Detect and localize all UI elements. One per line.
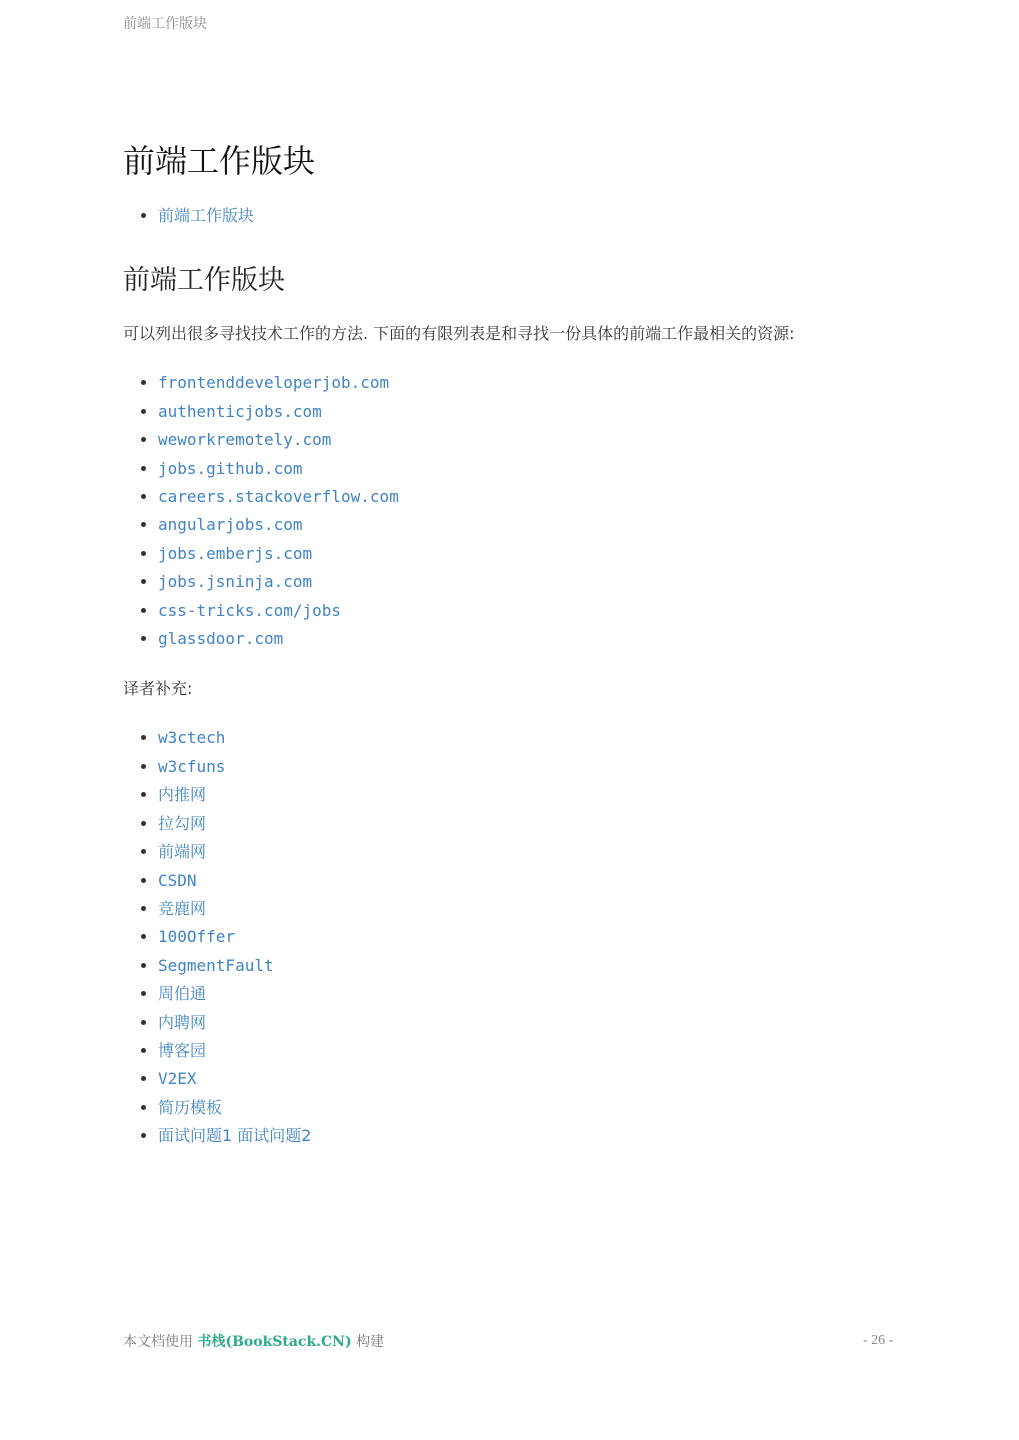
intro-paragraph: 可以列出很多寻找技术工作的方法. 下面的有限列表是和寻找一份具体的前端工作最相关的资源: — [123, 324, 795, 344]
list-item — [158, 398, 898, 426]
extra-resource-link[interactable]: SegmentFault — [158, 955, 274, 975]
resource-link[interactable]: authenticjobs.com — [158, 401, 322, 421]
list-item — [158, 1094, 898, 1122]
list-item — [158, 426, 898, 454]
extra-resource-link[interactable]: 内推网 — [158, 785, 207, 805]
list-item — [158, 895, 898, 923]
resource-link[interactable]: jobs.github.com — [158, 458, 303, 478]
list-item — [158, 202, 898, 230]
list-item — [158, 511, 898, 539]
list-item — [158, 781, 898, 809]
extra-resource-link[interactable]: 周伯通 — [158, 984, 207, 1004]
list-item — [158, 753, 898, 781]
list-item — [158, 923, 898, 951]
list-item — [158, 483, 898, 511]
page-number: - 26 - — [863, 1333, 894, 1348]
section-title: 前端工作版块 — [123, 265, 285, 297]
translator-note: 译者补充: — [123, 679, 193, 699]
page-title: 前端工作版块 — [123, 142, 316, 180]
resource-link[interactable]: weworkremotely.com — [158, 430, 332, 450]
list-item — [158, 838, 898, 866]
list-item — [158, 540, 898, 568]
list-item — [158, 867, 898, 895]
extra-resource-link[interactable]: 100Offer — [158, 927, 236, 947]
table-of-contents — [123, 202, 898, 230]
list-item — [158, 597, 898, 625]
job-resources-list — [123, 369, 898, 653]
list-item — [158, 980, 898, 1008]
resource-link[interactable]: css-tricks.com/jobs — [158, 600, 342, 620]
running-header: 前端工作版块 — [123, 16, 207, 32]
list-item — [158, 1122, 898, 1150]
resource-link[interactable]: jobs.jsninja.com — [158, 572, 313, 592]
extra-resource-link[interactable]: CSDN — [158, 870, 197, 890]
resource-link[interactable]: frontenddeveloperjob.com — [158, 373, 390, 393]
list-item — [158, 810, 898, 838]
footer-prefix: 本文档使用 — [123, 1334, 193, 1350]
extra-resource-link[interactable]: 简历模板 — [158, 1097, 223, 1117]
list-item — [158, 369, 898, 397]
resource-link[interactable]: angularjobs.com — [158, 515, 303, 535]
extra-resource-link[interactable]: w3ctech — [158, 728, 226, 748]
list-item — [158, 952, 898, 980]
footer-suffix: 构建 — [356, 1334, 385, 1350]
list-item — [158, 1037, 898, 1065]
footer-credit — [123, 1331, 384, 1351]
list-item — [158, 1065, 898, 1093]
extra-resource-link[interactable]: w3cfuns — [158, 756, 226, 776]
toc-link[interactable]: 前端工作版块 — [158, 206, 255, 225]
resource-link[interactable]: glassdoor.com — [158, 629, 284, 649]
extra-resource-link[interactable]: 前端网 — [158, 842, 207, 862]
list-item — [158, 724, 898, 752]
extra-resource-link[interactable]: 面试问题1 面试问题2 — [158, 1126, 312, 1146]
list-item — [158, 455, 898, 483]
list-item — [158, 1009, 898, 1037]
resource-link[interactable]: jobs.emberjs.com — [158, 543, 313, 563]
resource-link[interactable]: careers.stackoverflow.com — [158, 487, 399, 507]
translator-resources-list — [123, 724, 898, 1150]
document-body — [123, 138, 898, 1151]
list-item — [158, 568, 898, 596]
extra-resource-link[interactable]: 竞鹿网 — [158, 898, 207, 918]
extra-resource-link[interactable]: 内聘网 — [158, 1012, 207, 1032]
extra-resource-link[interactable]: 博客园 — [158, 1040, 207, 1060]
extra-resource-link[interactable]: 拉勾网 — [158, 813, 207, 833]
extra-resource-link[interactable]: V2EX — [158, 1069, 197, 1089]
footer-brand-link[interactable]: 书栈(BookStack.CN) — [197, 1334, 352, 1350]
list-item — [158, 625, 898, 653]
